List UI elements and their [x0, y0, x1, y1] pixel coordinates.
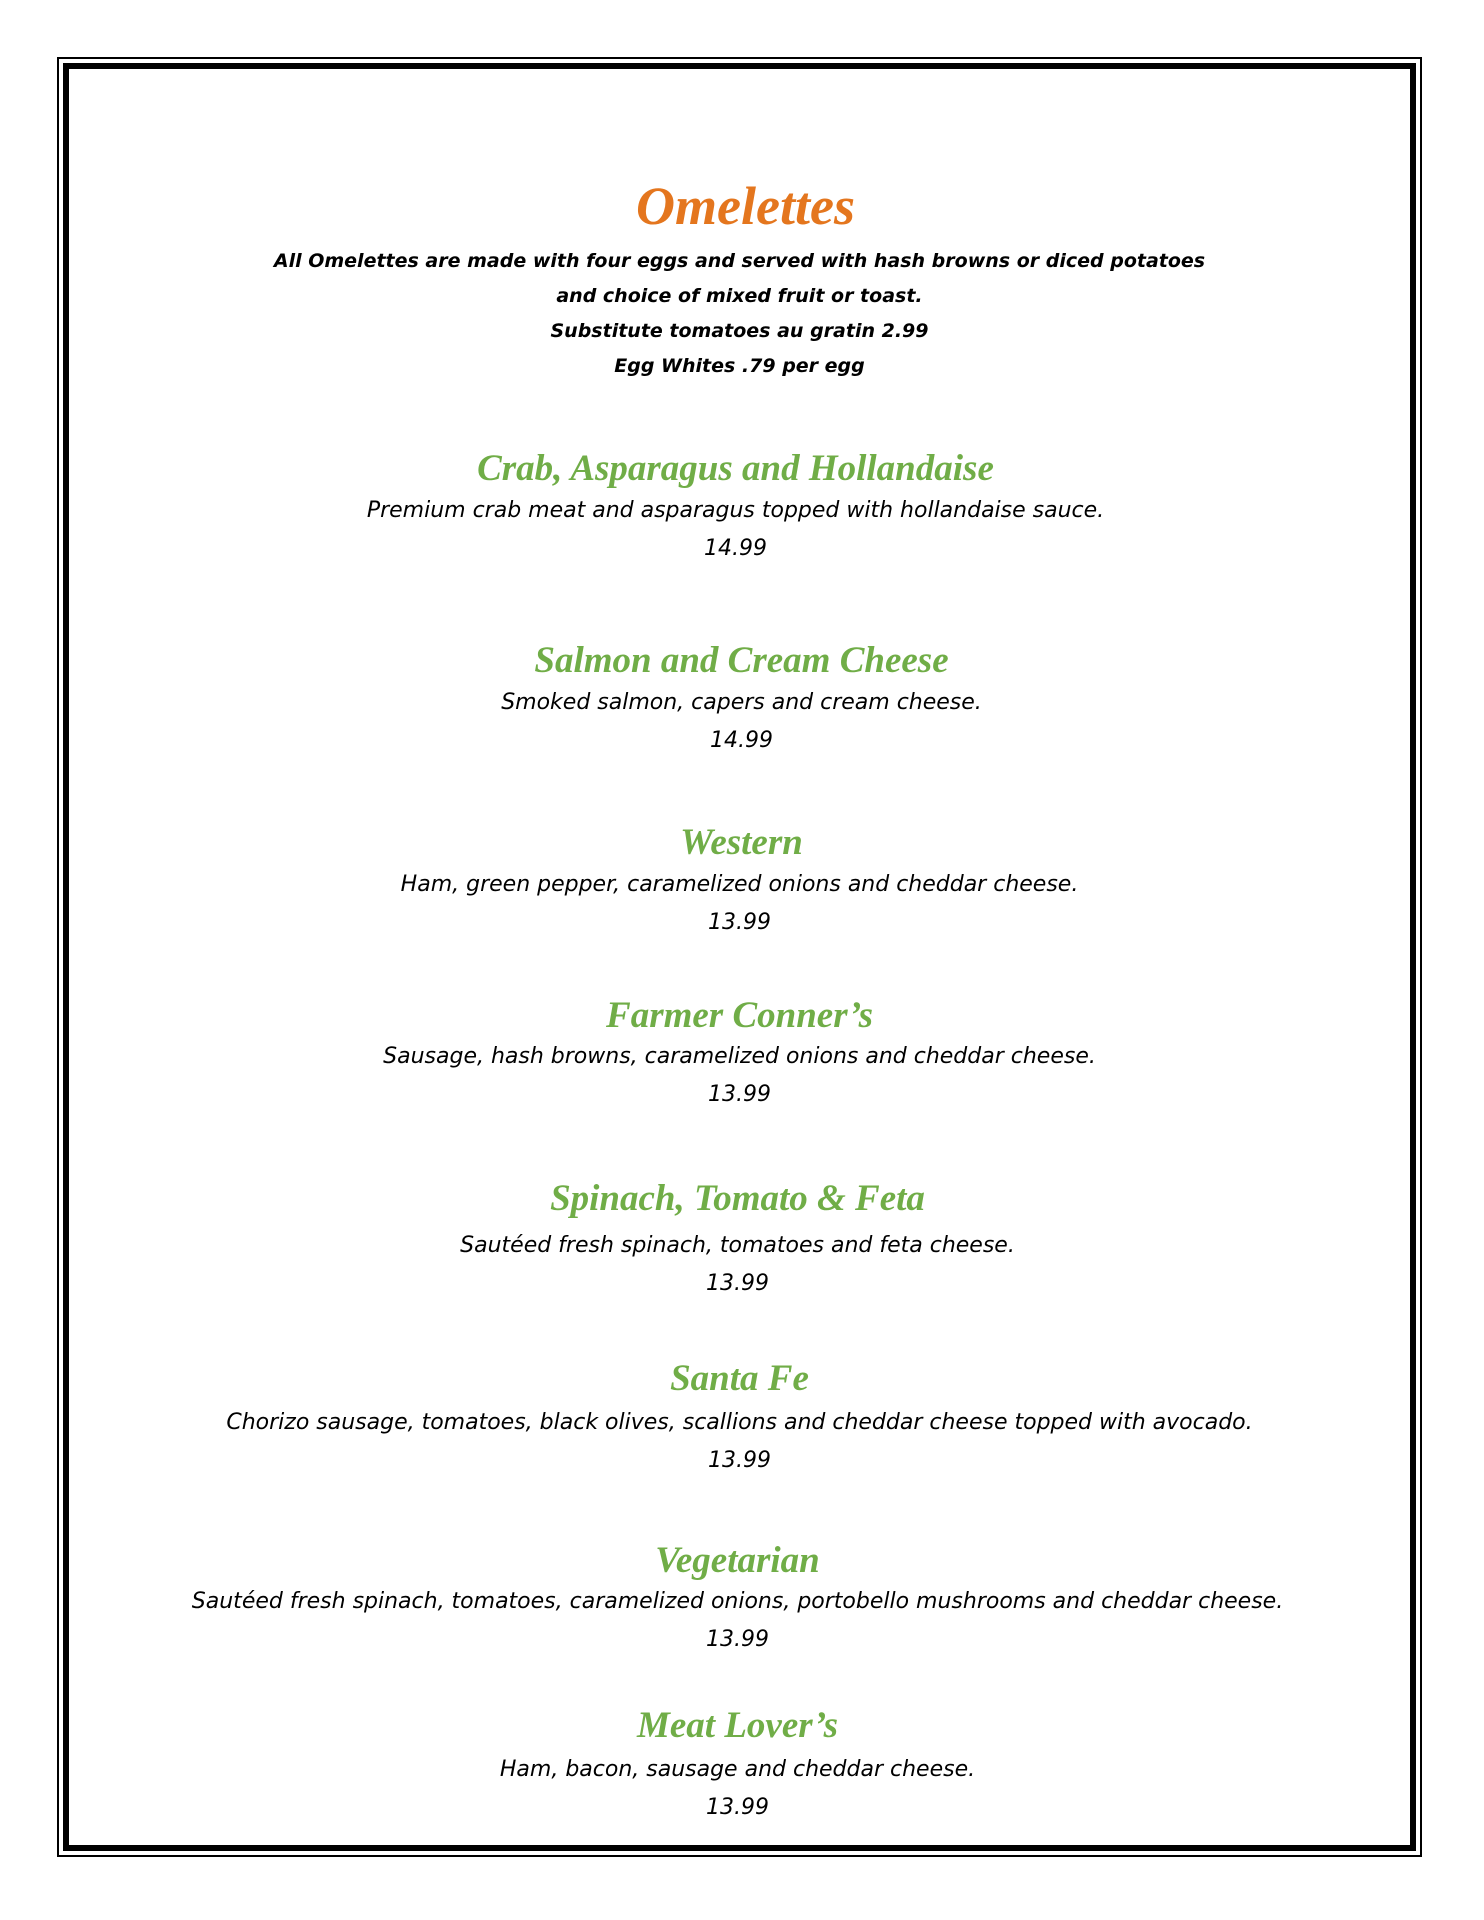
item-price-vegetarian: 13.99: [706, 1627, 769, 1652]
item-price-meat-lovers: 13.99: [706, 1795, 769, 1820]
item-price-western: 13.99: [708, 910, 771, 935]
item-description-farmer-conners: Sausage, hash browns, caramelized onions and cheddar cheese.: [383, 1044, 1096, 1069]
item-name-meat-lovers: Meat Lover’s: [636, 1705, 839, 1746]
item-price-crab-asparagus: 14.99: [704, 536, 767, 561]
item-description-salmon-cream-cheese: Smoked salmon, capers and cream cheese.: [501, 690, 982, 715]
intro-line-4: Egg Whites .79 per egg: [614, 355, 865, 377]
item-description-spinach-tomato-feta: Sautéed fresh spinach, tomatoes and feta cheese.: [460, 1233, 1015, 1258]
item-name-western: Western: [680, 822, 803, 863]
item-description-vegetarian: Sautéed fresh spinach, tomatoes, caramelized onions, portobello mushrooms and cheddar cheese.: [191, 1589, 1284, 1614]
item-name-santa-fe: Santa Fe: [670, 1358, 809, 1399]
item-name-crab-asparagus: Crab, Asparagus and Hollandaise: [477, 448, 994, 489]
item-description-santa-fe: Chorizo sausage, tomatoes, black olives, scallions and cheddar cheese topped with avocado.: [226, 1410, 1253, 1435]
intro-line-3: Substitute tomatoes au gratin 2.99: [550, 320, 929, 342]
item-price-santa-fe: 13.99: [708, 1448, 771, 1473]
item-name-spinach-tomato-feta: Spinach, Tomato & Feta: [550, 1178, 925, 1219]
intro-line-2: and choice of mixed fruit or toast.: [556, 285, 923, 307]
item-description-western: Ham, green pepper, caramelized onions and cheddar cheese.: [400, 872, 1079, 897]
intro-line-1: All Omelettes are made with four eggs and served with hash browns or diced potatoes: [273, 250, 1206, 272]
item-price-spinach-tomato-feta: 13.99: [706, 1271, 769, 1296]
item-description-crab-asparagus: Premium crab meat and asparagus topped with hollandaise sauce.: [366, 498, 1105, 523]
item-description-meat-lovers: Ham, bacon, sausage and cheddar cheese.: [499, 1757, 976, 1782]
item-name-vegetarian: Vegetarian: [655, 1540, 820, 1581]
item-price-farmer-conners: 13.99: [708, 1082, 771, 1107]
item-name-salmon-cream-cheese: Salmon and Cream Cheese: [534, 640, 949, 681]
menu-title: Omelettes: [636, 176, 855, 236]
item-name-farmer-conners: Farmer Conner’s: [606, 995, 873, 1036]
item-price-salmon-cream-cheese: 14.99: [710, 728, 773, 753]
